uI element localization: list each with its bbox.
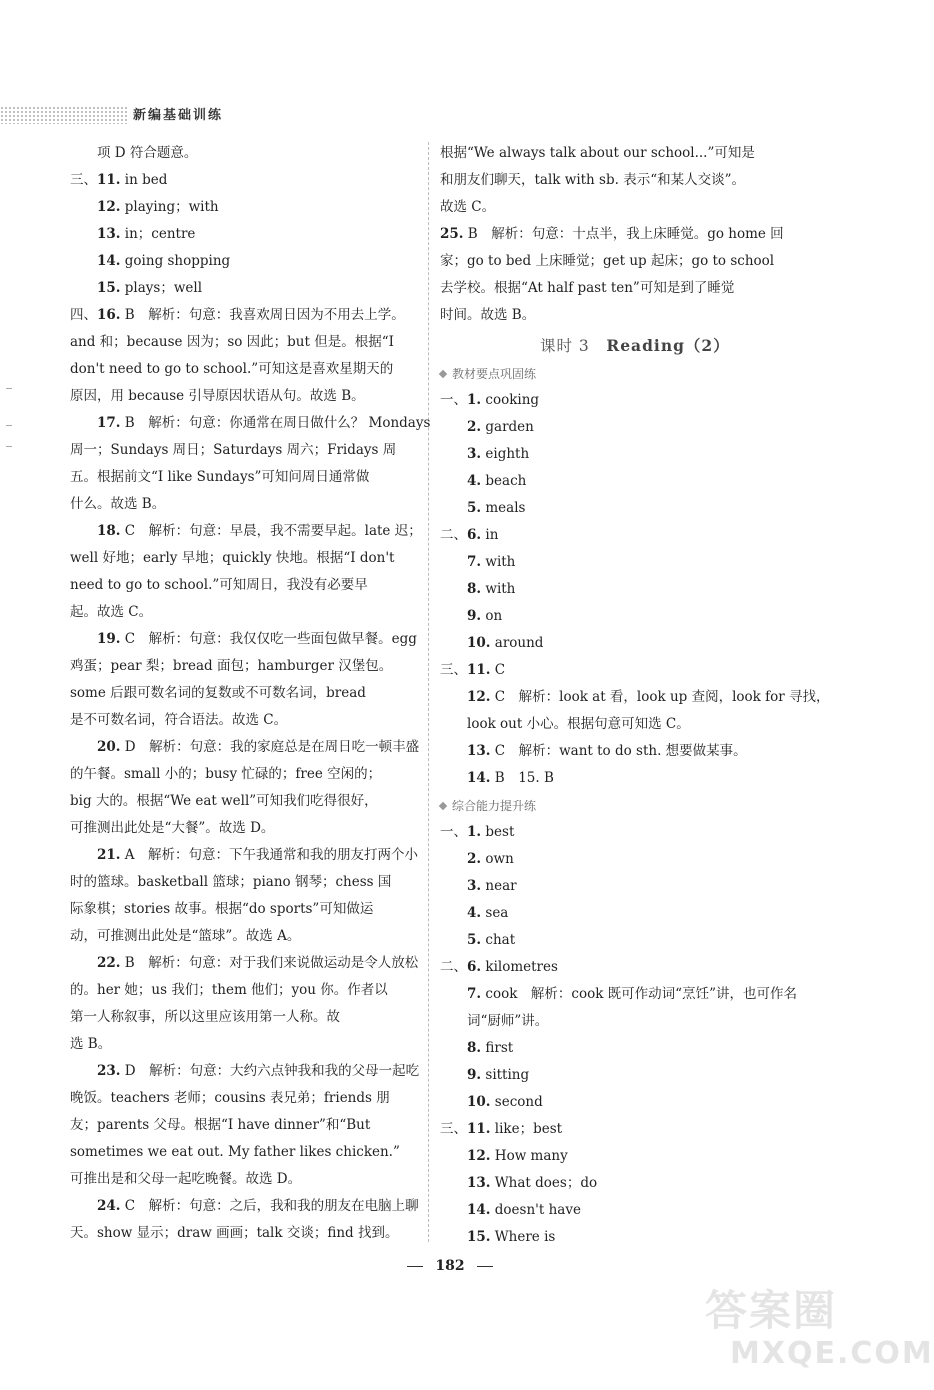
text-line: 4. beach <box>467 473 527 489</box>
text-line: 14. doesn't have <box>467 1202 581 1218</box>
column-divider <box>428 142 429 1242</box>
text-line: 23. D 解析：句意：大约六点钟我和我的父母一起吃 <box>97 1063 420 1079</box>
text-line: 5. meals <box>467 500 526 516</box>
text-line: 二、6. kilometres <box>440 959 558 975</box>
text-line: 14. going shopping <box>97 253 231 269</box>
lesson-prefix: 课时 3 <box>540 337 590 355</box>
text-line: 15. Where is <box>467 1229 556 1245</box>
text-line: 21. A 解析：句意：下午我通常和我的朋友打两个小 <box>97 847 419 863</box>
text-line: 18. C 解析：句意：早晨，我不需要早起。late 迟； <box>97 523 422 539</box>
text-line: 9. on <box>467 608 503 624</box>
text-line: 25. B 解析：句意：十点半，我上床睡觉。go home 回 <box>440 226 784 242</box>
text-line: and 和；because 因为；so 因此；but 但是。根据“I <box>70 334 394 350</box>
text-line: 时间。故选 B。 <box>440 307 536 323</box>
text-line: 9. sitting <box>467 1067 530 1083</box>
text-line: 是不可数名词，符合语法。故选 C。 <box>70 712 288 728</box>
text-line: 22. B 解析：句意：对于我们来说做运动是令人放松 <box>97 955 419 971</box>
text-line: 24. C 解析：句意：之后，我和我的朋友在电脑上聊 <box>97 1198 419 1214</box>
text-line: 12. C 解析：look at 看，look up 查阅，look for 寻找， <box>467 689 830 705</box>
text-line: 7. cook 解析：cook 既可作动词“烹饪”讲，也可作名 <box>467 986 797 1002</box>
watermark-top: 答案圈 <box>705 1286 838 1335</box>
text-line: 际象棋；stories 故事。根据“do sports”可知做运 <box>70 901 374 917</box>
text-line: 13. What does；do <box>467 1175 598 1191</box>
text-line: 晚饭。teachers 老师；cousins 表兄弟；friends 朋 <box>70 1090 390 1106</box>
text-line: 20. D 解析：句意：我的家庭总是在周日吃一顿丰盛 <box>97 739 420 755</box>
text-line: 和朋友们聊天，talk with sb. 表示“和某人交谈”。 <box>440 172 746 188</box>
text-line: 周一；Sundays 周日；Saturdays 周六；Fridays 周 <box>70 442 397 458</box>
dash-right <box>477 1266 493 1267</box>
text-line: 根据“We always talk about our school...”可知是 <box>440 145 755 161</box>
text-line: 8. with <box>467 581 516 597</box>
text-line: 3. near <box>467 878 517 894</box>
subhead-label: 教材要点巩固练 <box>452 367 537 381</box>
text-line: 三、11. in bed <box>70 172 168 188</box>
text-line: 12. playing；with <box>97 199 219 215</box>
text-line: 10. around <box>467 635 544 651</box>
text-line: 三、11. like；best <box>440 1121 563 1137</box>
text-line: 19. C 解析：句意：我仅仅吃一些面包做早餐。egg <box>97 631 417 647</box>
text-line: 起。故选 C。 <box>70 604 153 620</box>
text-line: 10. second <box>467 1094 543 1110</box>
text-line: 项 D 符合题意。 <box>70 145 198 161</box>
header-title: 新编基础训练 <box>133 108 224 123</box>
text-line: 鸡蛋；pear 梨；bread 面包；hamburger 汉堡包。 <box>70 658 393 674</box>
text-line: 14. B 15. B <box>467 770 554 786</box>
text-line: look out 小心。根据句意可知选 C。 <box>440 716 690 732</box>
subhead-label: 综合能力提升练 <box>452 799 537 813</box>
text-line: 二、6. in <box>440 527 499 543</box>
text-line: well 好地；early 早地；quickly 快地。根据“I don't <box>70 550 395 566</box>
header-dot-pattern <box>0 106 128 124</box>
text-line: 五。根据前文“I like Sundays”可知问周日通常做 <box>70 469 370 485</box>
text-line: 7. with <box>467 554 516 570</box>
text-line: need to go to school.”可知周日，我没有必要早 <box>70 577 368 593</box>
section-subhead <box>440 794 536 818</box>
text-line: 17. B 解析：句意：你通常在周日做什么？ Mondays <box>97 415 431 431</box>
text-line: 四、16. B 解析：句意：我喜欢周日因为不用去上学。 <box>70 307 405 323</box>
text-line: 一、1. cooking <box>440 392 540 408</box>
margin-mark <box>6 425 12 426</box>
watermark-logo <box>690 1278 934 1388</box>
text-line: 家；go to bed 上床睡觉；get up 起床；go to school <box>440 253 775 269</box>
text-line: 12. How many <box>467 1148 568 1164</box>
text-line: 选 B。 <box>70 1036 112 1052</box>
text-line: 故选 C。 <box>440 199 496 215</box>
text-line: 去学校。根据“At half past ten”可知是到了睡觉 <box>440 280 735 296</box>
text-line: 一、1. best <box>440 824 515 840</box>
text-line: 什么。故选 B。 <box>70 496 166 512</box>
text-line: some 后跟可数名词的复数或不可数名词，bread <box>70 685 366 701</box>
text-line: 词“厨师”讲。 <box>440 1013 549 1029</box>
text-line: 的午餐。small 小的；busy 忙碌的；free 空闲的； <box>70 766 382 782</box>
text-line: big 大的。根据“We eat well”可知我们吃得很好， <box>70 793 378 809</box>
dash-left <box>407 1266 423 1267</box>
text-line: 2. own <box>467 851 514 867</box>
text-line: 时的篮球。basketball 篮球；piano 钢琴；chess 国 <box>70 874 392 890</box>
margin-mark <box>6 446 12 447</box>
margin-mark <box>6 388 12 389</box>
text-line: 13. C 解析：want to do sth. 想要做某事。 <box>467 743 747 759</box>
watermark-bottom: MXQE.COM <box>730 1336 934 1371</box>
text-line: 第一人称叙事，所以这里应该用第一人称。故 <box>70 1009 340 1025</box>
text-line: 天。show 显示；draw 画画；talk 交谈；find 找到。 <box>70 1225 399 1241</box>
text-line: 友；parents 父母。根据“I have dinner”和“But <box>70 1117 371 1133</box>
text-line: 3. eighth <box>467 446 530 462</box>
text-line: 5. chat <box>467 932 516 948</box>
text-line: 动，可推测出此处是“篮球”。故选 A。 <box>70 928 301 944</box>
text-line: 可推出是和父母一起吃晚餐。故选 D。 <box>70 1171 302 1187</box>
text-line: 15. plays；well <box>97 280 203 296</box>
diamond-icon <box>439 802 447 810</box>
text-line: 原因，用 because 引导原因状语从句。故选 B。 <box>70 388 365 404</box>
text-line: 可推测出此处是“大餐”。故选 D。 <box>70 820 275 836</box>
lesson-name: Reading（2） <box>606 336 730 355</box>
diamond-icon <box>439 370 447 378</box>
page-header <box>0 100 250 128</box>
text-line: 2. garden <box>467 419 534 435</box>
text-line: 13. in；centre <box>97 226 196 242</box>
page-number <box>0 1258 900 1274</box>
text-line: 的。her 她；us 我们；them 他们；you 你。作者以 <box>70 982 388 998</box>
text-line: 三、11. C <box>440 662 506 678</box>
text-line: 4. sea <box>467 905 509 921</box>
text-line: don't need to go to school.”可知这是喜欢星期天的 <box>70 361 394 377</box>
page-number-text: 182 <box>435 1258 465 1274</box>
section-subhead <box>440 362 536 386</box>
text-line: 8. first <box>467 1040 514 1056</box>
text-line: sometimes we eat out. My father likes chicken.” <box>70 1144 400 1160</box>
lesson-title <box>540 331 730 361</box>
